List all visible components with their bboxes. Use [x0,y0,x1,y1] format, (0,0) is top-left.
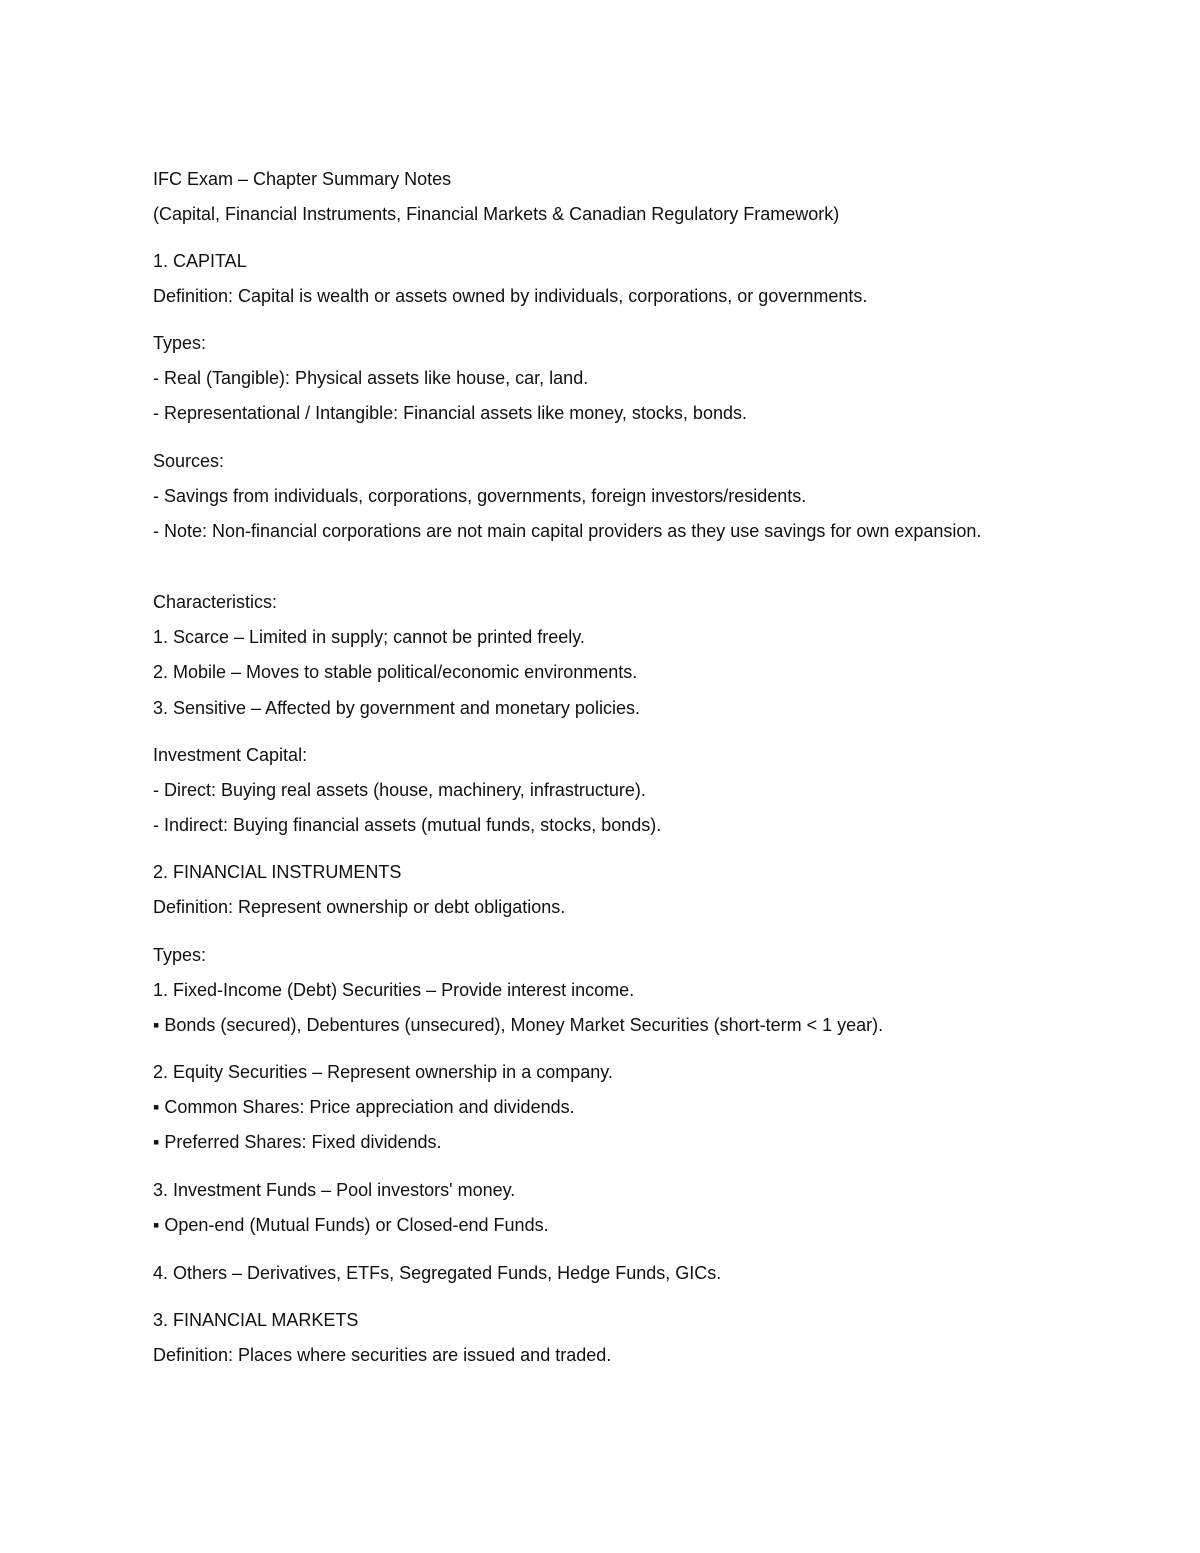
list-item: - Savings from individuals, corporations, governments, foreign investors/residents. [153,486,807,506]
list-item: - Representational / Intangible: Financial assets like money, stocks, bonds. [153,403,747,423]
list-item: 1. Fixed-Income (Debt) Securities – Provide interest income. [153,980,635,1000]
investment-capital-label: Investment Capital: [153,745,308,765]
list-item: - Real (Tangible): Physical assets like house, car, land. [153,368,589,388]
instruments-types-label: Types: [153,945,207,965]
list-item: 3. Sensitive – Affected by government and monetary policies. [153,698,640,718]
list-item: - Indirect: Buying financial assets (mutual funds, stocks, bonds). [153,815,662,835]
capital-definition: Definition: Capital is wealth or assets owned by individuals, corporations, or governments. [153,286,868,306]
capital-types-label: Types: [153,333,207,353]
section-heading-financial-instruments: 2. FINANCIAL INSTRUMENTS [153,862,402,882]
list-item: ▪ Common Shares: Price appreciation and dividends. [153,1097,575,1117]
list-item: 3. Investment Funds – Pool investors' money. [153,1180,516,1200]
list-item: ▪ Bonds (secured), Debentures (unsecured), Money Market Securities (short-term < 1 year). [153,1015,884,1035]
list-item: 4. Others – Derivatives, ETFs, Segregated Funds, Hedge Funds, GICs. [153,1263,722,1283]
section-heading-financial-markets: 3. FINANCIAL MARKETS [153,1310,359,1330]
document-title: IFC Exam – Chapter Summary Notes [153,169,452,189]
capital-sources-label: Sources: [153,451,225,471]
markets-definition: Definition: Places where securities are issued and traded. [153,1345,612,1365]
capital-characteristics-label: Characteristics: [153,592,278,612]
document-subtitle: (Capital, Financial Instruments, Financial Markets & Canadian Regulatory Framework) [153,204,840,224]
list-item: ▪ Open-end (Mutual Funds) or Closed-end Funds. [153,1215,549,1235]
list-item: - Note: Non-financial corporations are not main capital providers as they use savings for own expansion. [153,521,982,541]
list-item: 2. Mobile – Moves to stable political/economic environments. [153,662,638,682]
list-item: 1. Scarce – Limited in supply; cannot be printed freely. [153,627,585,647]
instruments-definition: Definition: Represent ownership or debt obligations. [153,897,566,917]
list-item: 2. Equity Securities – Represent ownership in a company. [153,1062,613,1082]
section-heading-capital: 1. CAPITAL [153,251,247,271]
list-item: ▪ Preferred Shares: Fixed dividends. [153,1132,442,1152]
list-item: - Direct: Buying real assets (house, machinery, infrastructure). [153,780,646,800]
